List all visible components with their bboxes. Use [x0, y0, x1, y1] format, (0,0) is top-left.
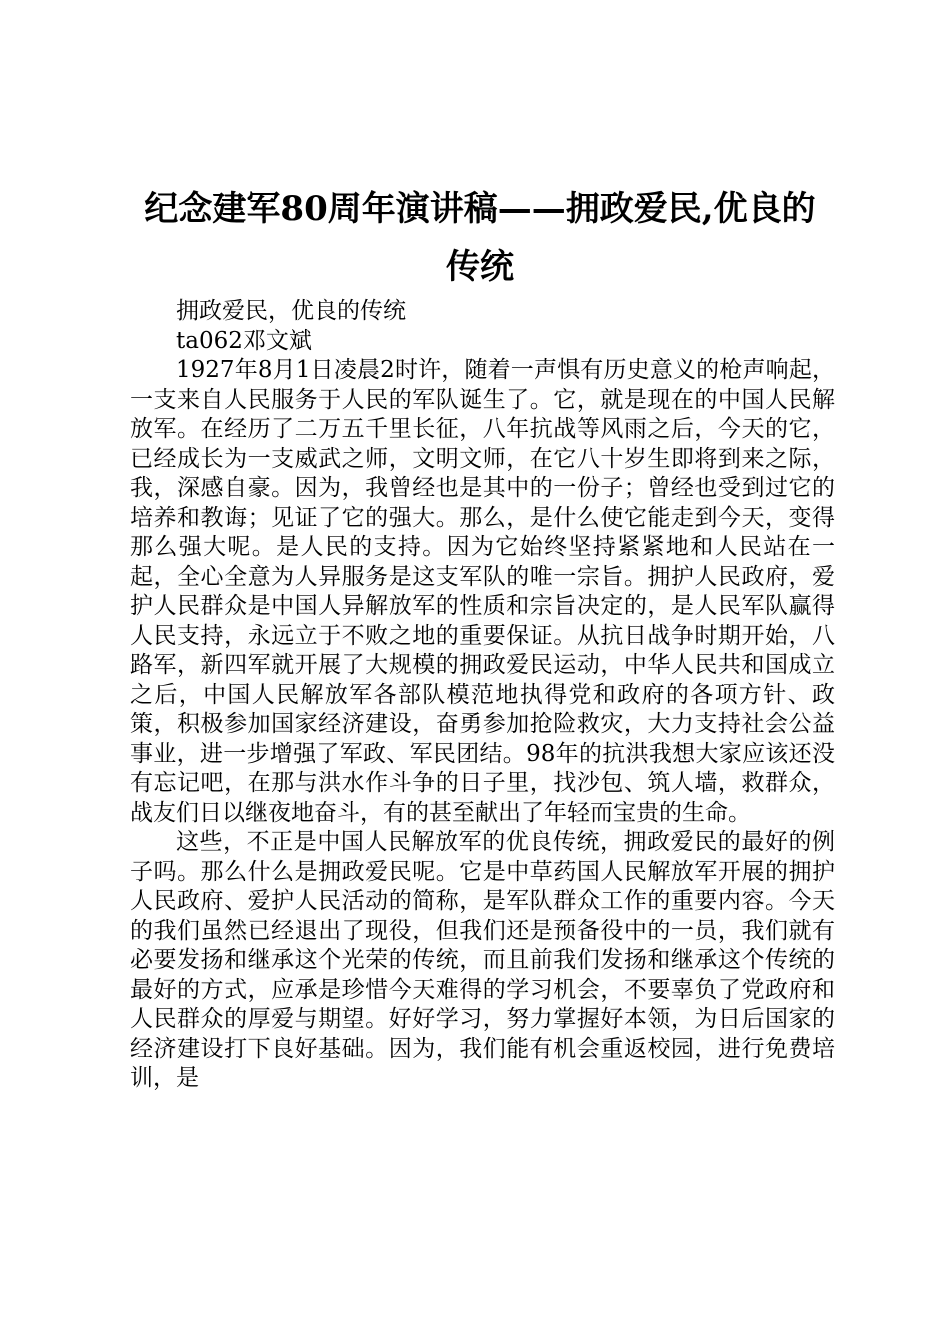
- document-body: [130, 297, 835, 1094]
- title-line-2: 传统: [446, 247, 514, 287]
- paragraph: 1927年8月1日凌晨2时许，随着一声惧有历史意义的枪声响起，一支来自人民服务于人民的军队诞生了。它，就是现在的中国人民解放军。在经历了二万五千里长征，八年抗战等风雨之后，今天的它，已经成长为一支威武之师，文明文师，在它八十岁生即将到来之际，我，深感自豪。因为，我曾经也是其中的一份子；曾经也受到过它的培养和教诲；见证了它的强大。那么，是什么使它能走到今天，变得那么强大呢。是人民的支持。因为它始终坚持紧紧地和人民站在一起，全心全意为人异服务是这支军队的唯一宗旨。拥护人民政府，爱护人民群众是中国人异解放军的性质和宗旨决定的，是人民军队赢得人民支持，永远立于不败之地的重要保证。从抗日战争时期开始，八路军，新四军就开展了大规模的拥政爱民运动，中华人民共和国成立之后，中国人民解放军各部队模范地执得党和政府的各项方针、政策，积极参加国家经济建设，奋勇参加抢险救灾，大力支持社会公益事业，进一步增强了军政、军民团结。98年的抗洪我想大家应该还没有忘记吧，在那与洪水作斗争的日子里，找沙包、筑人墙，救群众，战友们日以继夜地奋斗，有的甚至献出了年轻而宝贵的生命。: [130, 357, 835, 826]
- title-line-1: 纪念建军80周年演讲稿——拥政爱民,优良的: [144, 189, 816, 229]
- document-title: [100, 180, 860, 296]
- author-line: ta062邓文斌: [176, 327, 312, 354]
- subtitle: 拥政爱民，优良的传统: [176, 298, 406, 324]
- paragraph: 这些，不正是中国人民解放军的优良传统，拥政爱民的最好的例子吗。那么什么是拥政爱民呢。它是中草药国人民解放军开展的拥护人民政府、爱护人民活动的简称，是军队群众工作的重要内容。今天的我们虽然已经退出了现役，但我们还是预备役中的一员，我们就有必要发扬和继承这个光荣的传统，而且前我们发扬和继承这个传统的最好的方式，应承是珍惜今天难得的学习机会，不要辜负了党政府和人民群众的厚爱与期望。好好学习，努力掌握好本领，为日后国家的经济建设打下良好基础。因为，我们能有机会重返校园，进行免费培训，是: [130, 829, 835, 1091]
